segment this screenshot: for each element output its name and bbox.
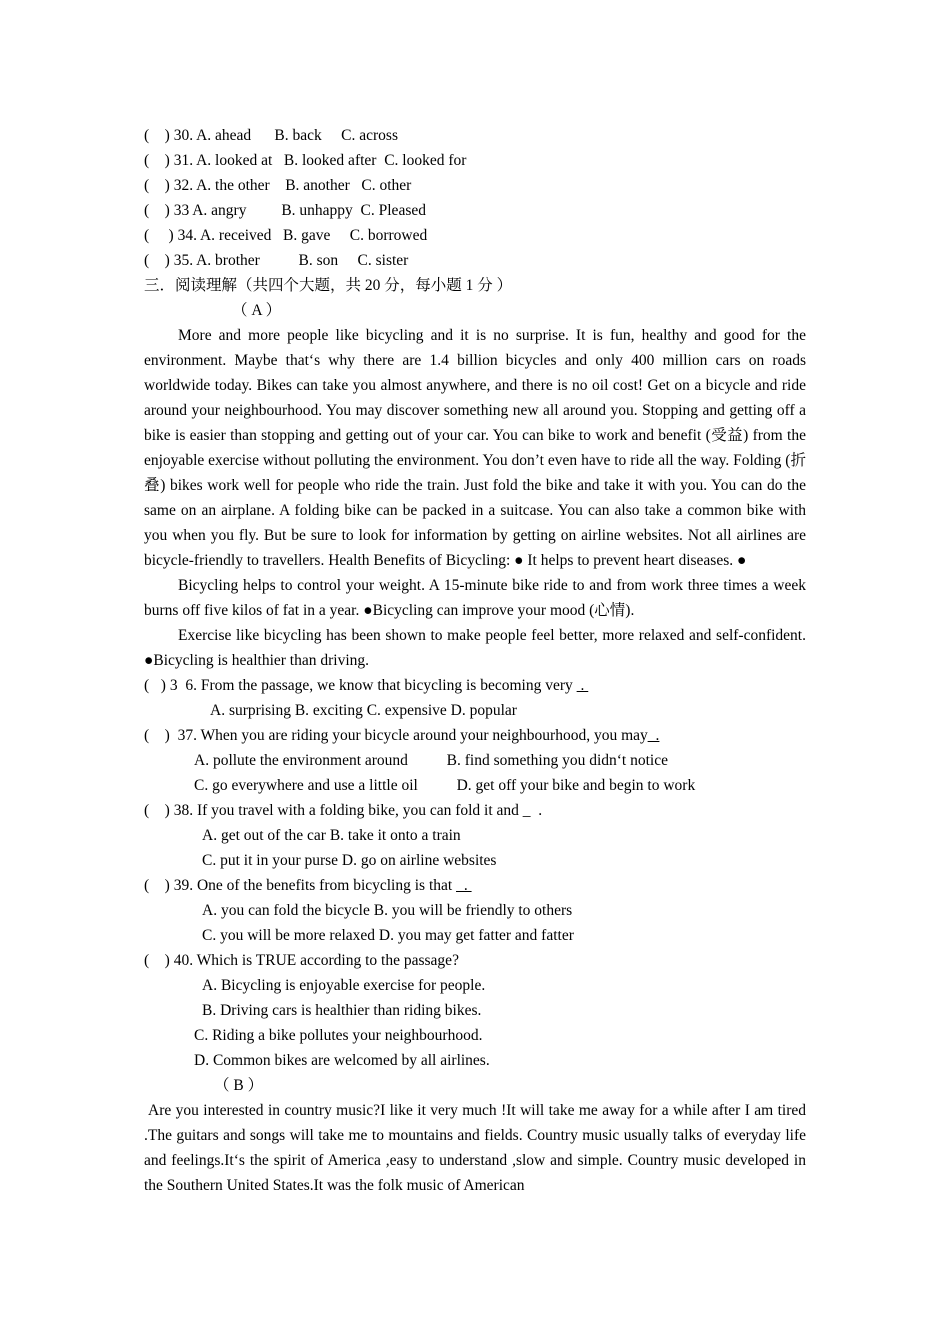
choice-line-35: ( ) 35. A. brother B. son C. sister: [144, 252, 409, 269]
passage-b-paragraph-1: Are you interested in country music?I like it very much !It will take me away for a while after I am tired .The guitars and songs will take me to mountains and fields. Country music usually talks of everyday life and feelings.It‘s the spirit of America ,easy to understand ,slow and simple. Country music developed in the Southern United States.It was the folk music of American: [144, 1102, 806, 1194]
question-40-option-d: D. Common bikes are welcomed by all airlines.: [194, 1052, 490, 1069]
question-37-blank: _.: [647, 727, 660, 744]
question-40-option-a: A. Bicycling is enjoyable exercise for people.: [202, 977, 486, 994]
question-39-options-b: C. you will be more relaxed D. you may get fatter and fatter: [202, 927, 574, 944]
question-36-options: A. surprising B. exciting C. expensive D. popular: [210, 702, 517, 719]
question-39-blank: _.: [456, 877, 472, 894]
question-36: [144, 673, 806, 698]
passage-b-label: （ B ）: [214, 1077, 264, 1094]
question-37: [144, 723, 806, 748]
question-37-options-b: C. go everywhere and use a little oil D. get off your bike and begin to work: [194, 777, 696, 794]
question-37-options-a: A. pollute the environment around B. find something you didn‘t notice: [194, 752, 668, 769]
question-40-option-c: C. Riding a bike pollutes your neighbourhood.: [194, 1027, 483, 1044]
question-40: ( ) 40. Which is TRUE according to the passage?: [144, 952, 459, 969]
choice-line-31: ( ) 31. A. looked at B. looked after C. looked for: [144, 152, 467, 169]
question-36-blank: .: [576, 677, 589, 694]
question-36-stem: ( ) 3 6. From the passage, we know that bicycling is becoming very: [144, 677, 577, 694]
question-39-options-a: A. you can fold the bicycle B. you will be friendly to others: [202, 902, 573, 919]
passage-a-paragraph-3: Exercise like bicycling has been shown to make people feel better, more relaxed and self-confident. ●Bicycling is healthier than driving.: [144, 627, 806, 669]
passage-a-label: （ A ）: [232, 302, 282, 319]
question-38: ( ) 38. If you travel with a folding bike, you can fold it and _ .: [144, 802, 543, 819]
passage-a-paragraph-1: More and more people like bicycling and it is no surprise. It is fun, healthy and good for the environment. Maybe that‘s why there are 1.4 billion bicycles and only 400 million cars on roads worldwide today. Bikes can take you almost anywhere, and there is no oil cost! Get on a bicycle and ride around your neighbourhood. You may discover something new all around you. Stopping and getting off a bike is easier than stopping and getting out of your car. You can bike to work and benefit (受益) from the enjoyable exercise without polluting the environment. You don’t even have to ride all the way. Folding (折叠) bikes work well for people who ride the train. Just fold the bike and take it with you. You can do the same on an airplane. A folding bike can be packed in a suitcase. You can also take a common bike with you when you fly. But be sure to look for information by getting on airline websites. Not all airlines are bicycle-friendly to travellers. Health Benefits of Bicycling: ● It helps to prevent heart diseases. ●: [144, 327, 806, 569]
choice-line-33: ( ) 33 A. angry B. unhappy C. Pleased: [144, 202, 426, 219]
choice-line-30: ( ) 30. A. ahead B. back C. across: [144, 127, 398, 144]
question-39-stem: ( ) 39. One of the benefits from bicycling is that: [144, 877, 457, 894]
question-38-options-b: C. put it in your purse D. go on airline websites: [202, 852, 497, 869]
exam-page: [144, 123, 806, 1198]
question-39: [144, 873, 806, 898]
question-40-option-b: B. Driving cars is healthier than riding bikes.: [202, 1002, 482, 1019]
passage-a-paragraph-2: Bicycling helps to control your weight. A 15-minute bike ride to and from work three times a week burns off five kilos of fat in a year. ●Bicycling can improve your mood (心情).: [144, 577, 806, 619]
section-title: 三．阅读理解（共四个大题，共 20 分，每小题 1 分 ）: [144, 277, 513, 294]
question-38-options-a: A. get out of the car B. take it onto a train: [202, 827, 461, 844]
question-37-stem: ( ) 37. When you are riding your bicycle around your neighbourhood, you may: [144, 727, 648, 744]
choice-line-34: ( ) 34. A. received B. gave C. borrowed: [144, 227, 428, 244]
choice-line-32: ( ) 32. A. the other B. another C. other: [144, 177, 412, 194]
